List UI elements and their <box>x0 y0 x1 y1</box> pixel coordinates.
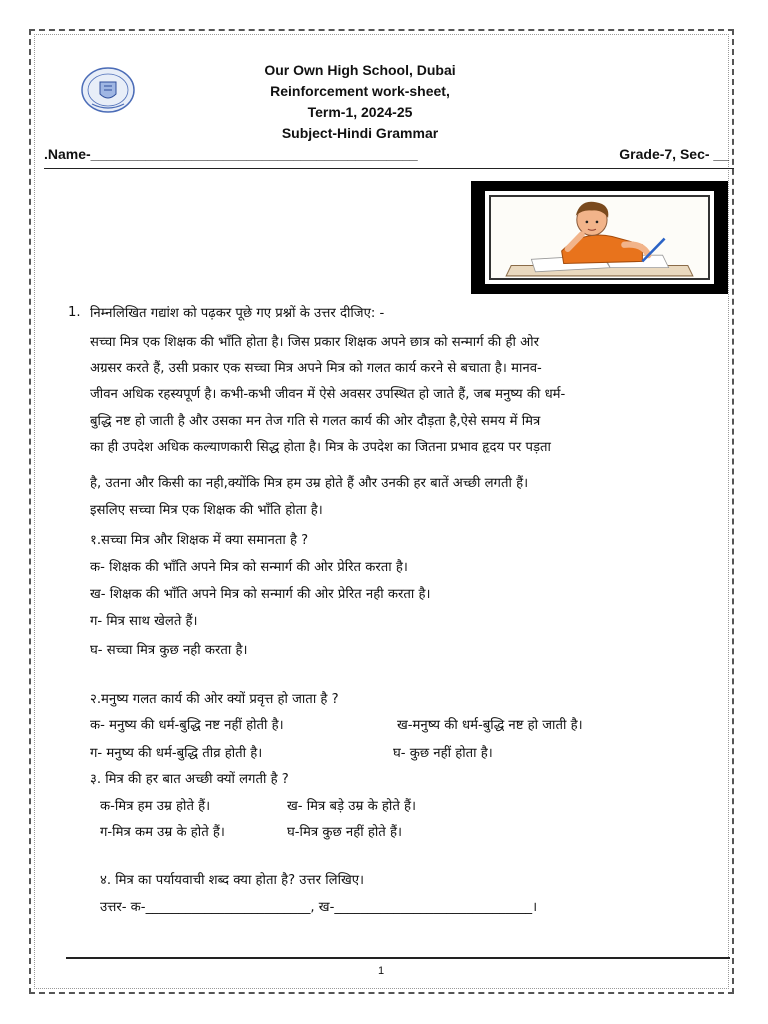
sub-question-2: २.मनुष्य गलत कार्य की ओर क्यों प्रवृत्त हो जाता है ? <box>90 692 339 707</box>
passage-line: बुद्धि नष्ट हो जाती है और उसका मन तेज गति से गलत कार्य की ओर दौड़ता है,ऐसे समय में मित्र <box>90 414 541 429</box>
page-number: 1 <box>378 965 385 977</box>
student-writing-illustration <box>491 197 708 278</box>
option-kha[interactable]: ख-मनुष्य की धर्म-बुद्धि नष्ट हो जाती है। <box>397 718 583 733</box>
sub-question-1: १.सच्चा मित्र और शिक्षक में क्या समानता है ? <box>90 533 309 548</box>
grade-section-field[interactable]: Grade-7, Sec- __ <box>619 146 729 162</box>
sub-question-4: ४. मित्र का पर्यायवाची शब्द क्या होता है? उत्तर लिखिए। <box>100 873 365 888</box>
option-gha[interactable]: घ- सच्चा मित्र कुछ नही करता है। <box>90 643 248 658</box>
term: Term-1, 2024-25 <box>307 104 413 120</box>
passage-line: इसलिए सच्चा मित्र एक शिक्षक की भाँति होता है। <box>90 503 323 518</box>
school-crest-logo <box>80 66 136 114</box>
subject: Subject-Hindi Grammar <box>281 125 439 141</box>
header-rule <box>44 168 734 169</box>
question-instruction: निम्नलिखित गद्यांश को पढ़कर पूछे गए प्रश्नों के उत्तर दीजिए: - <box>90 306 385 321</box>
footer-rule <box>66 957 730 959</box>
option-kha[interactable]: ख- मित्र बड़े उम्र के होते हैं। <box>287 799 417 814</box>
illustration-frame <box>471 181 728 294</box>
option-ga[interactable]: ग-मित्र कम उम्र के होते हैं। <box>100 825 225 840</box>
school-name: Our Own High School, Dubai <box>264 62 456 78</box>
option-gha[interactable]: घ- कुछ नहीं होता है। <box>393 746 493 761</box>
option-ga[interactable]: ग- मनुष्य की धर्म-बुद्धि तीव्र होती है। <box>90 746 263 761</box>
passage-line: है, उतना और किसी का नही,क्योंकि मित्र हम उम्र होते हैं और उनकी हर बातें अच्छी लगती हैं। <box>90 476 529 491</box>
option-ga[interactable]: ग- मित्र साथ खेलते हैं। <box>90 614 198 629</box>
name-field[interactable]: .Name-__________________________________________ <box>44 146 418 162</box>
question-number: 1. <box>68 305 81 320</box>
sub-question-3: ३. मित्र की हर बात अच्छी क्यों लगती है ? <box>90 772 289 787</box>
option-kha[interactable]: ख- शिक्षक की भाँति अपने मित्र को सन्मार्ग की ओर प्रेरित नही करता है। <box>90 587 431 602</box>
option-ka[interactable]: क-मित्र हम उम्र होते हैं। <box>100 799 211 814</box>
passage-line: सच्चा मित्र एक शिक्षक की भाँति होता है। जिस प्रकार शिक्षक अपने छात्र को सन्मार्ग की ही ओर <box>90 335 539 350</box>
option-ka[interactable]: क- मनुष्य की धर्म-बुद्धि नष्ट नहीं होती है। <box>90 718 284 733</box>
passage-line: अग्रसर करते हैं, उसी प्रकार एक सच्चा मित्र अपने मित्र को गलत कार्य करने से बचाता है। मानव- <box>90 361 542 376</box>
option-ka[interactable]: क- शिक्षक की भाँति अपने मित्र को सन्मार्ग की ओर प्रेरित करता है। <box>90 560 408 575</box>
answer-line[interactable]: उत्तर- क-_________________________, ख-______________________________। <box>100 900 538 915</box>
passage-line: का ही उपदेश अधिक कल्याणकारी सिद्ध होता है। मित्र के उपदेश का जितना प्रभाव हृदय पर पड़ता <box>90 440 551 455</box>
passage-line: जीवन अधिक रहस्यपूर्ण है। कभी-कभी जीवन में ऐसे अवसर उपस्थित हो जाते हैं, जब मनुष्य की धर्म- <box>90 387 566 402</box>
worksheet-header <box>200 60 520 144</box>
worksheet-type: Reinforcement work-sheet, <box>270 83 450 99</box>
student-info-row <box>44 144 734 166</box>
option-gha[interactable]: घ-मित्र कुछ नहीं होते हैं। <box>287 825 402 840</box>
